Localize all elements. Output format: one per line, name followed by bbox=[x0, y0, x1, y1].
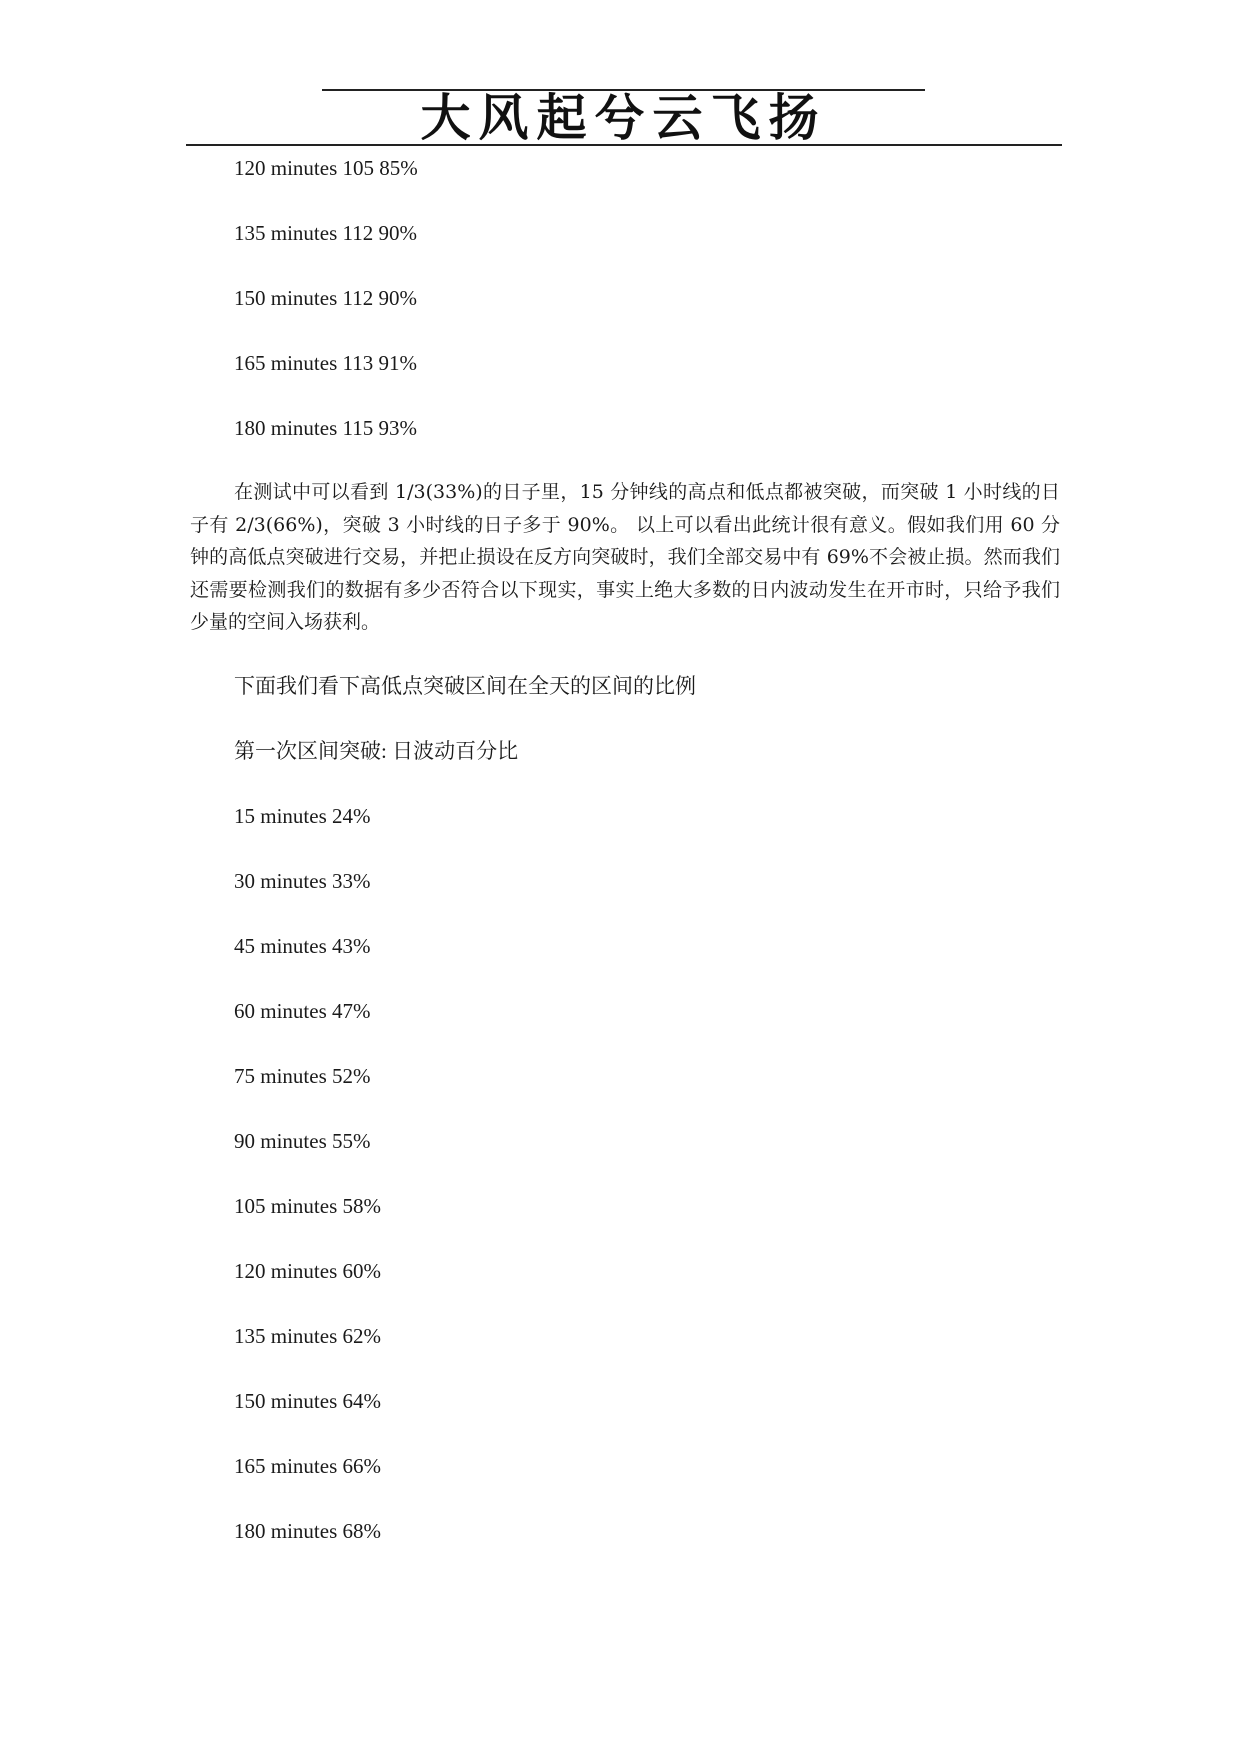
stat-line: 120 minutes 60% bbox=[234, 1259, 381, 1283]
stat-line: 15 minutes 24% bbox=[234, 804, 371, 828]
stat-line: 105 minutes 58% bbox=[234, 1194, 381, 1218]
stat-line: 135 minutes 112 90% bbox=[234, 221, 417, 245]
stat-line: 90 minutes 55% bbox=[234, 1129, 371, 1153]
header-rule-bottom bbox=[186, 144, 1062, 146]
stat-line: 180 minutes 68% bbox=[234, 1519, 381, 1543]
stat-line: 120 minutes 105 85% bbox=[234, 156, 418, 180]
stat-line: 180 minutes 115 93% bbox=[234, 416, 417, 440]
section-subheading: 第一次区间突破: 日波动百分比 bbox=[234, 739, 519, 763]
body-paragraph: 在测试中可以看到 1/3(33%)的日子里，15 分钟线的高点和低点都被突破，而突破 1 小时线的日子有 2/3(66%)，突破 3 小时线的日子多于 90%。 以上可以看出此统计很有意义。假如我们用 60 分钟的高低点突破进行交易，并把止损设在反方向突破时，我们全部交易中有 69%不会被止损。然而我们还需要检测我们的数据有多少否符合以下现实，事实上绝大多数的日内波动发生在开市时，只给予我们少量的空间入场获利。 bbox=[190, 481, 1060, 633]
stat-line: 150 minutes 112 90% bbox=[234, 286, 417, 310]
stat-line: 45 minutes 43% bbox=[234, 934, 371, 958]
stat-line: 165 minutes 66% bbox=[234, 1454, 381, 1478]
stat-line: 60 minutes 47% bbox=[234, 999, 371, 1023]
header-title: 大风起兮云飞扬 bbox=[420, 88, 827, 147]
stat-line: 75 minutes 52% bbox=[234, 1064, 371, 1088]
stat-line: 165 minutes 113 91% bbox=[234, 351, 417, 375]
intro-line: 下面我们看下高低点突破区间在全天的区间的比例 bbox=[234, 674, 696, 698]
stat-line: 150 minutes 64% bbox=[234, 1389, 381, 1413]
stat-line: 135 minutes 62% bbox=[234, 1324, 381, 1348]
page-header bbox=[0, 0, 1241, 150]
stat-line: 30 minutes 33% bbox=[234, 869, 371, 893]
